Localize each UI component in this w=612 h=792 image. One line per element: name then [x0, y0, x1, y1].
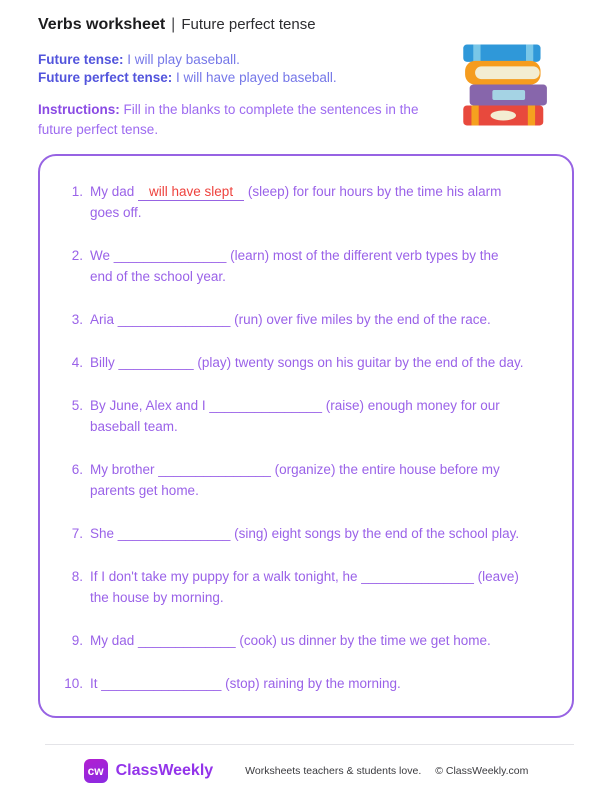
blank-line: _______________ [209, 398, 322, 413]
item-text-post: (organize) the entire house before my [270, 462, 500, 477]
item-text-line2: goes off. [90, 205, 142, 220]
classweekly-logo: cw [84, 759, 108, 783]
item-text-post: (cook) us dinner by the time we get home. [235, 633, 491, 648]
item-number: 10. [64, 676, 83, 691]
item-number: 1. [71, 184, 83, 199]
title-separator: | [171, 16, 176, 33]
blank-line: _______________ [117, 526, 231, 541]
blank-line: _____________ [138, 633, 236, 648]
blank-line: __________ [118, 355, 194, 370]
blank-line: _______________ [158, 462, 271, 477]
worksheet-item [56, 673, 562, 694]
item-sentence [90, 181, 562, 223]
item-text-post: (sleep) for four hours by the time his alarm [244, 184, 502, 199]
item-sentence [90, 395, 562, 437]
item-text-pre: Aria [90, 312, 118, 327]
brand-name: ClassWeekly [115, 762, 214, 779]
item-text-pre: We [90, 248, 114, 263]
example-future-perfect-text: I will have played baseball. [176, 69, 337, 85]
item-number: 3. [71, 312, 83, 327]
item-text-pre: If I don't take my puppy for a walk tonight, he [90, 569, 362, 584]
answer-blank: will have slept [138, 184, 244, 201]
item-number: 5. [71, 398, 83, 413]
worksheet-item [56, 566, 562, 608]
item-text-post: (run) over five miles by the end of the race. [230, 312, 491, 327]
page-subtitle: Future perfect tense [181, 16, 316, 33]
worksheet-item [56, 352, 562, 373]
item-text-pre: Billy [90, 355, 119, 370]
item-text-post: (play) twenty songs on his guitar by the end of the day. [193, 355, 524, 370]
worksheet-item [56, 309, 562, 330]
example-future-tense [38, 51, 442, 69]
item-sentence [90, 630, 562, 651]
intro-section [38, 51, 442, 140]
item-sentence [90, 523, 562, 544]
item-text-pre: My dad [90, 633, 139, 648]
footer-row [38, 745, 574, 783]
item-text-line2: end of the school year. [90, 269, 226, 284]
item-text-line2: parents get home. [90, 483, 199, 498]
footer-tagline: Worksheets teachers & students love. [245, 765, 422, 777]
item-sentence [90, 673, 562, 694]
instructions-label: Instructions: [38, 102, 120, 117]
instructions-text: Fill in the blanks to complete the sentences in the future perfect tense. [38, 102, 419, 137]
footer [38, 744, 574, 792]
item-text-pre: It [90, 676, 102, 691]
worksheet-box [38, 154, 574, 718]
item-sentence [90, 309, 562, 330]
item-text-post: (sing) eight songs by the end of the school play. [230, 526, 520, 541]
worksheet-item [56, 181, 562, 223]
item-text-pre: By June, Alex and I [90, 398, 210, 413]
example-future-tense-label: Future tense: [38, 52, 124, 67]
header [38, 15, 574, 34]
footer-copyright: © ClassWeekly.com [435, 765, 529, 777]
item-text-post: (learn) most of the different verb types by the [226, 248, 499, 263]
item-number: 6. [71, 462, 83, 477]
item-number: 2. [71, 248, 83, 263]
item-number: 9. [71, 633, 83, 648]
blank-line: ________________ [101, 676, 222, 691]
item-text-pre: She [90, 526, 118, 541]
worksheet-item [56, 395, 562, 437]
worksheet-list [56, 181, 562, 694]
blank-line: _______________ [113, 248, 227, 263]
book-stack-icon [456, 39, 556, 131]
item-number: 7. [71, 526, 83, 541]
blank-line: _______________ [117, 312, 231, 327]
example-future-tense-text: I will play baseball. [127, 52, 240, 67]
item-number: 4. [71, 355, 83, 370]
item-number: 8. [71, 569, 83, 584]
item-sentence [90, 352, 562, 373]
instructions [38, 100, 442, 140]
blank-line: _______________ [361, 569, 474, 584]
page-title: Verbs worksheet [38, 16, 166, 33]
example-future-perfect-label-line [38, 69, 442, 87]
worksheet-item [56, 459, 562, 501]
item-text-line2: the house by morning. [90, 590, 224, 605]
item-text-post: (leave) [473, 569, 519, 584]
item-sentence [90, 566, 562, 608]
item-text-pre: My brother [90, 462, 159, 477]
item-text-line2: baseball team. [90, 419, 178, 434]
item-sentence [90, 245, 562, 287]
worksheet-item [56, 523, 562, 544]
example-future-perfect-label: Future perfect tense: [38, 69, 173, 85]
item-text-post: (stop) raining by the morning. [221, 676, 401, 691]
item-text-post: (raise) enough money for our [321, 398, 500, 413]
worksheet-item [56, 245, 562, 287]
item-sentence [90, 459, 562, 501]
worksheet-item [56, 630, 562, 651]
item-text-pre: My dad [90, 184, 139, 199]
